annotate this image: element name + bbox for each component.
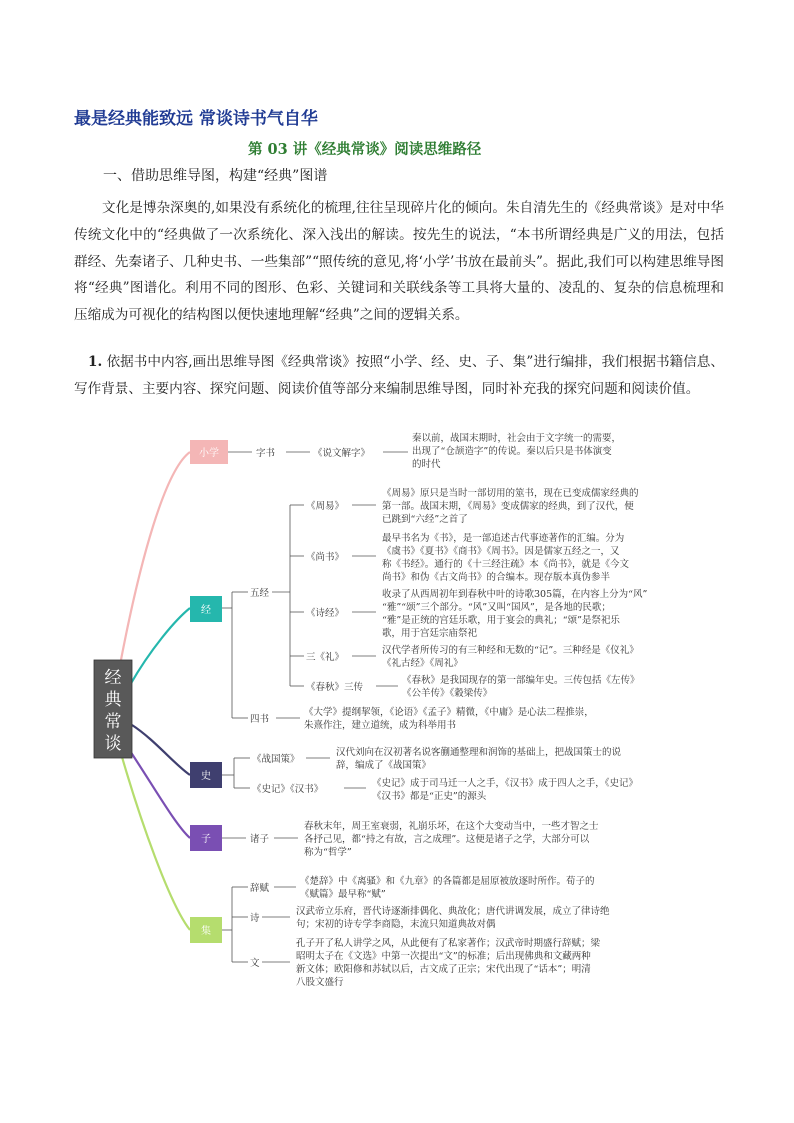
shijing-desc-3: “雅”是正统的宫廷乐歌，用于宴会的典礼；“颂”是祭祀乐	[382, 615, 620, 626]
shijing-desc-1: 收录了从西周初年到春秋中叶的诗歌305篇，在内容上分为“风”	[382, 589, 648, 600]
xiaoxue-item: 字书	[256, 448, 276, 459]
wen-name: 文	[250, 958, 260, 969]
zi-item: 诸子	[250, 834, 270, 845]
shangshu-desc-4: 尚书》和伪《古文尚书》的合编本。现存版本真伪参半	[382, 572, 611, 583]
shiji-desc-2: 《汉书》都是“正史”的源头	[372, 791, 487, 802]
shangshu-name: 《尚书》	[306, 552, 345, 563]
node-xiaoxue-label: 小学	[199, 448, 219, 459]
wen-desc-2: 昭明太子在《文选》中第一次提出“文”的标准；后出现佛典和文藏两种	[296, 951, 591, 962]
chunqiu-desc-1: 《春秋》是我国现存的第一部编年史。三传包括《左传》	[402, 675, 640, 686]
jing-sishu: 四书	[250, 714, 270, 725]
zi-desc-1: 春秋末年，周王室衰弱，礼崩乐坏，在这个大变动当中，一些才智之士	[304, 821, 599, 832]
xiaoxue-desc-3: 的时代	[412, 459, 441, 470]
zhouyi-desc-3: 已跳到“六经”之首了	[382, 514, 468, 525]
cifu-desc-1: 《楚辞》中《离骚》和《九章》的各篇都是屈原被放逐时所作。荀子的	[300, 876, 595, 887]
wen-desc-3: 新文体；欧阳修和苏轼以后，古文成了正宗；宋代出现了“话本”；明清	[296, 964, 591, 975]
shangshu-desc-3: 称《书经》。通行的《十三经注疏》本《尚书》，就是《今文	[382, 559, 630, 570]
shi-ji-name: 诗	[250, 913, 260, 924]
branch-line-zi	[126, 745, 190, 838]
branch-line-ji	[120, 750, 190, 930]
shangshu-desc-1: 最早书名为《书》，是一部追述古代事迹著作的汇编。分为	[382, 533, 625, 544]
zhouyi-name: 《周易》	[306, 501, 345, 512]
xiaoxue-desc-2: 出现了“仓颉造字”的传说。秦以后只是书体演变	[412, 446, 612, 457]
node-zi-label: 子	[201, 834, 211, 845]
wen-desc-4: 八股文盛行	[296, 977, 344, 988]
zhanguoce-name: 《战国策》	[252, 754, 300, 765]
jing-wujing: 五经	[250, 588, 270, 599]
zhouyi-desc-2: 第一部。战国末期，《周易》变成儒家的经典，到了汉代，便	[382, 501, 634, 512]
zi-desc-2: 各抒己见，都“持之有故，言之成理”。这便是诸子之学，大部分可以	[304, 834, 590, 845]
zhanguoce-desc-2: 辞，编成了《战国策》	[336, 760, 432, 771]
task-text: 依据书中内容,画出思维导图《经典常谈》按照“小学、经、史、子、集”进行编排，我们根据书籍信息、写作背景、主要内容、探究问题、阅读价值等部分来编制思维导图，同时补充我的探究问题和阅读价值。	[74, 354, 725, 397]
root-char-2: 典	[104, 690, 122, 710]
shi-ji-desc-2: 句；宋初的诗专学李商隐，末流只知道典故对偶	[296, 919, 496, 930]
sanli-desc-2: 《礼古经》《周礼》	[382, 658, 463, 669]
sanli-desc-1: 汉代学者所传习的有三种经和无数的“记”。三种经是《仪礼》	[382, 645, 639, 656]
cifu-desc-2: 《赋篇》最早称“赋”	[300, 889, 386, 900]
sishu-desc-1: 《大学》提纲挈领，《论语》《孟子》精微，《中庸》是心法二程推崇，	[304, 707, 594, 718]
zhouyi-desc-1: 《周易》原只是当时一部切用的筮书，现在已变成儒家经典的	[382, 488, 639, 499]
shijing-name: 《诗经》	[306, 608, 345, 619]
document-heading: 最是经典能致远 常谈诗书气自华	[74, 109, 318, 129]
task-number: 1.	[88, 354, 103, 370]
node-jing-label: 经	[201, 605, 211, 616]
shangshu-desc-2: 《虞书》《夏书》《商书》《周书》。因是儒家五经之一，又	[382, 546, 620, 557]
zi-desc-3: 称为“哲学”	[304, 847, 352, 858]
shiji-name: 《史记》《汉书》	[252, 784, 324, 795]
shijing-desc-4: 歌，用于宫廷宗庙祭祀	[382, 628, 478, 639]
chunqiu-name: 《春秋》三传	[306, 682, 364, 693]
chunqiu-desc-2: 《公羊传》《穀梁传》	[402, 688, 493, 699]
sanli-name: 三《礼》	[306, 652, 345, 663]
sishu-desc-2: 朱熹作注，建立道统，成为科举用书	[304, 720, 457, 731]
wen-desc-1: 孔子开了私人讲学之风，从此便有了私家著作；汉武帝时期盛行辞赋；梁	[296, 938, 601, 949]
root-char-1: 经	[104, 668, 122, 688]
branch-line-jing	[130, 608, 190, 685]
lesson-title: 第 03 讲《经典常谈》阅读思维路径	[248, 141, 482, 158]
root-char-4: 谈	[104, 734, 122, 754]
node-shi-label: 史	[201, 771, 211, 782]
cifu-name: 辞赋	[250, 883, 270, 894]
section-title: 一、借助思维导图，构建“经典”图谱	[103, 168, 328, 184]
shijing-desc-2: “雅”“颂”三个部分。“风”又叫“国风”，是各地的民歌；	[382, 602, 611, 613]
root-char-3: 常	[104, 712, 122, 732]
branch-line-xiaoxue	[120, 452, 190, 665]
xiaoxue-desc-1: 秦以前，战国末期时，社会由于文字统一的需要，	[412, 433, 622, 444]
shi-ji-desc-1: 汉武帝立乐府，晋代诗逐渐排偶化、典故化；唐代讲调发展，成立了律诗绝	[296, 906, 610, 917]
node-ji-label: 集	[201, 926, 211, 937]
zhanguoce-desc-1: 汉代刘向在汉初著名说客蒯通整理和润饰的基础上，把战国策士的说	[336, 747, 622, 758]
paragraph-intro: 文化是博杂深奥的,如果没有系统化的梳理,往往呈现碎片化的倾向。朱自清先生的《经典常谈》是对中华传统文化中的“经典做了一次系统化、深入浅出的解读。按先生的说法，“本书所谓经典是广义的用法，包括群经、先秦诸子、几种史书、一些集部”“照传统的意见,将‘小学’书放在最前头”。据此,我们可以构建思维导图将“经典”图谱化。利用不同的图形、色彩、关键词和关联线条等工具将大量的、凌乱的、复杂的信息梳理和压缩成为可视化的结构图以便快速地理解“经典”之间的逻辑关系。	[74, 200, 724, 324]
xiaoxue-book: 《说文解字》	[313, 448, 371, 459]
shiji-desc-1: 《史记》成于司马迁一人之手，《汉书》成于四人之手，《史记》	[372, 778, 639, 789]
